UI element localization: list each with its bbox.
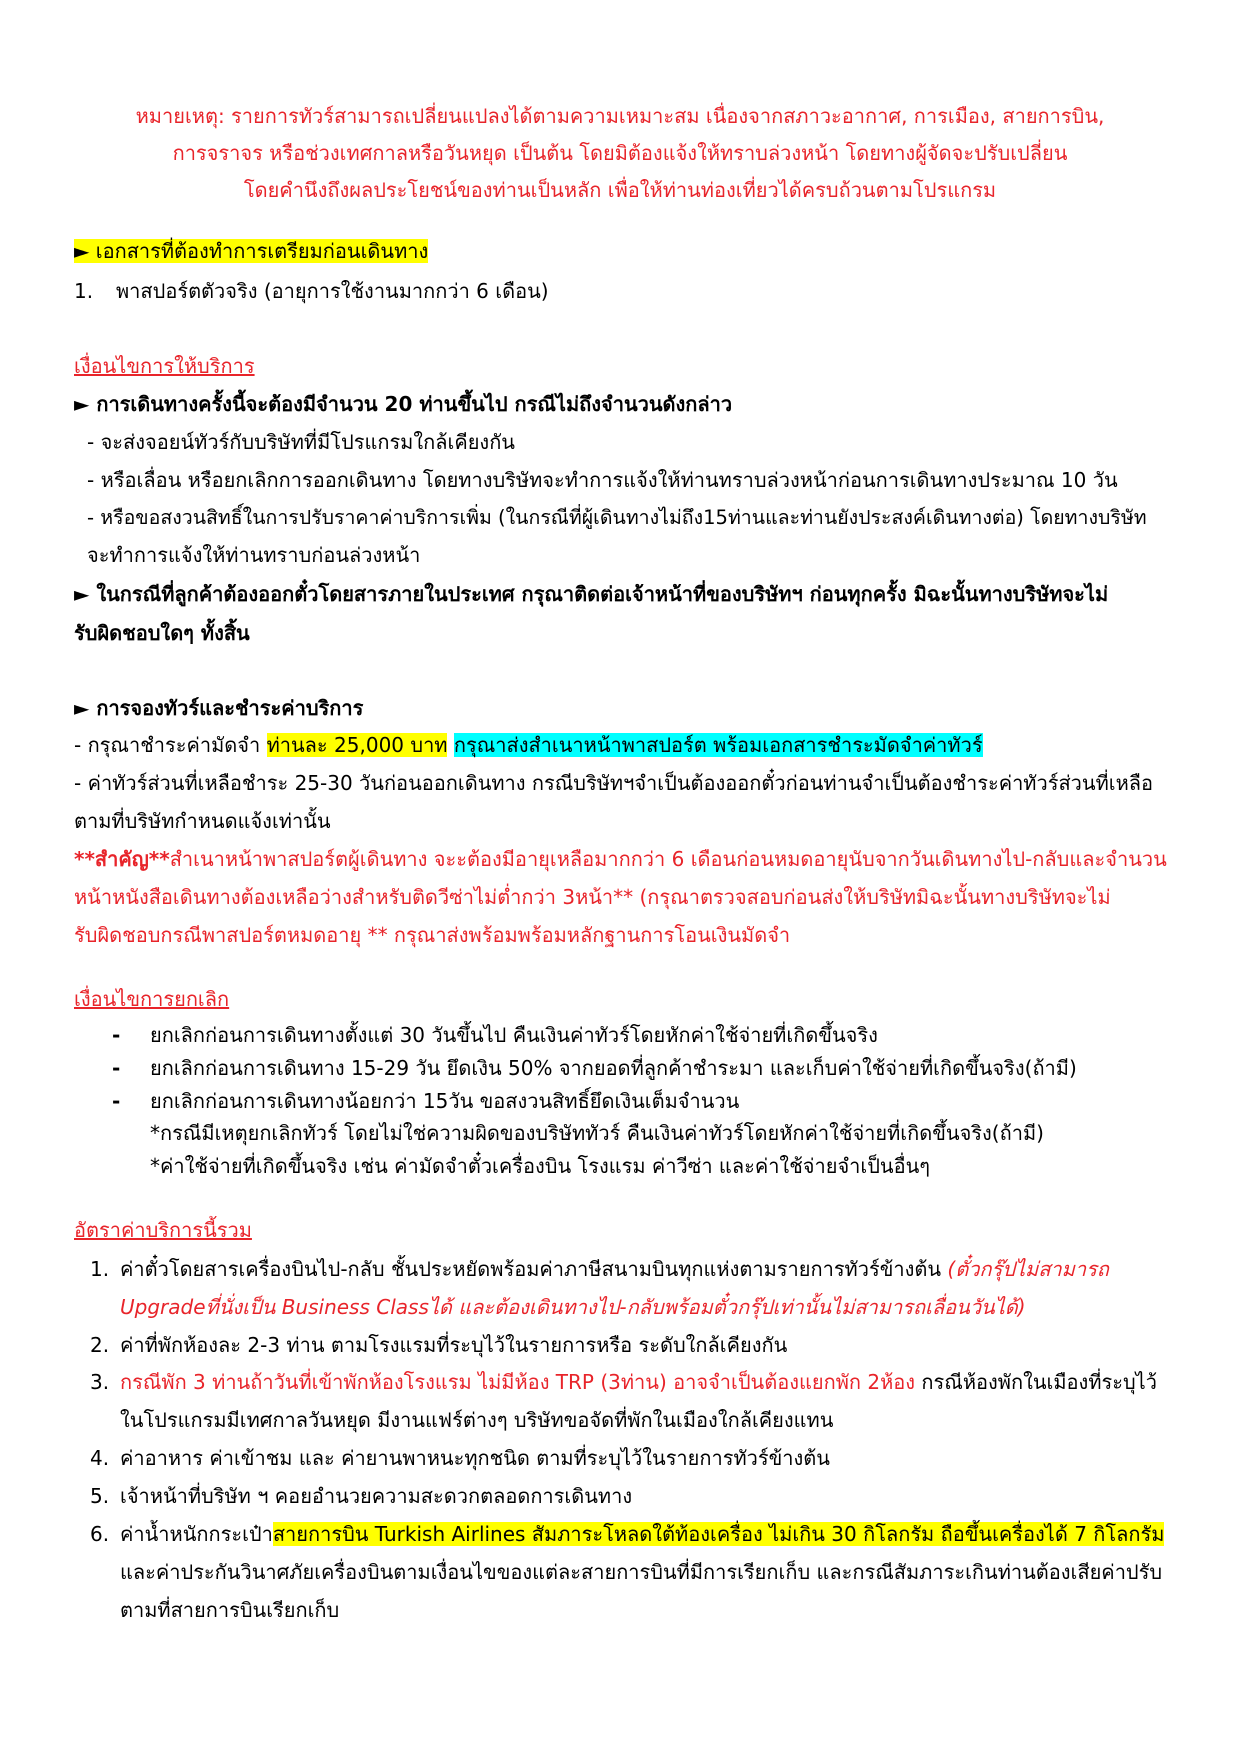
service-sub-1: - จะส่งจอยน์ทัวร์กับบริษัทที่มีโปรแกรมใกล้เคียงกัน	[87, 430, 515, 454]
booking-heading: ► การจองทัวร์และชำระค่าบริการ	[74, 696, 364, 720]
included-item-1b: Upgradeที่นั่งเป็น Business Classได้ และต้องเดินทางไป-กลับพร้อมตั๋วกรุ๊ปเท่านั้นไม่สามารถเลื่อนวันได้)	[120, 1295, 1026, 1319]
included-item-6a: ค่าน้ำหนักกระเป๋าสายการบิน Turkish Airlines สัมภาระโหลดใต้ท้องเครื่อง ไม่เกิน 30 กิโลกรัม ถือขึ้นเครื่องได้ 7 กิโลกรัม	[120, 1522, 1165, 1546]
service-point-1: ► การเดินทางครั้งนี้จะต้องมีจำนวน 20 ท่านขึ้นไป กรณีไม่ถึงจำนวนดังกล่าว	[74, 392, 733, 416]
airline-baggage-highlight: สายการบิน Turkish Airlines สัมภาระโหลดใต้ท้องเครื่อง ไม่เกิน 30 กิโลกรัม ถือขึ้นเครื่องได้ 7 กิโลกรัม	[272, 1522, 1165, 1546]
documents-heading: ► เอกสารที่ต้องทำการเตรียมก่อนเดินทาง	[74, 239, 429, 263]
service-sub-3b: จะทำการแจ้งให้ท่านทราบก่อนล่วงหน้า	[87, 543, 421, 567]
included-num-2: 2.	[90, 1333, 110, 1357]
cancel-note-2: *ค่าใช้จ่ายที่เกิดขึ้นจริง เช่น ค่ามัดจำตั๋วเครื่องบิน โรงแรม ค่าวีซ่า และค่าใช้จ่ายจำเป็นอื่นๆ	[150, 1154, 931, 1178]
included-item-3b: ในโปรแกรมมีเทศกาลวันหยุด มีงานแฟร์ต่างๆ บริษัทขอจัดที่พักในเมืองใกล้เคียงแทน	[120, 1408, 834, 1432]
booking-important-c: รับผิดชอบกรณีพาสปอร์ตหมดอายุ ** กรุณาส่งพร้อมพร้อมหลักฐานการโอนเงินมัดจำ	[74, 923, 791, 947]
included-item-2: ค่าที่พักห้องละ 2-3 ท่าน ตามโรงแรมที่ระบุไว้ในรายการหรือ ระดับใกล้เคียงกัน	[120, 1333, 788, 1357]
booking-line-2a: - ค่าทัวร์ส่วนที่เหลือชำระ 25-30 วันก่อนออกเดินทาง กรณีบริษัทฯจำเป็นต้องออกตั๋วก่อนท่านจำเป็นต้องชำระค่าทัวร์ส่วนที่เหลือ	[74, 771, 1154, 795]
included-item-1a: ค่าตั๋วโดยสารเครื่องบินไป-กลับ ชั้นประหยัดพร้อมค่าภาษีสนามบินทุกแห่งตามรายการทัวร์ข้างต้น (ตั๋วกรุ๊ปไม่สามารถ	[120, 1257, 1109, 1281]
included-item-3a: กรณีพัก 3 ท่านถ้าวันที่เข้าพักห้องโรงแรม ไม่มีห้อง TRP (3ท่าน) อาจจำเป็นต้องแยกพัก 2ห้อง กรณีห้องพักในเมืองที่ระบุไว้	[120, 1370, 1157, 1394]
cancel-bullet-2: -	[112, 1056, 121, 1080]
booking-line-2b: ตามที่บริษัทกำหนดแจ้งเท่านั้น	[74, 809, 331, 833]
included-num-6: 6.	[90, 1522, 110, 1546]
booking-important-b: หน้าหนังสือเดินทางต้องเหลือว่างสำหรับติดวีซ่าไม่ต่ำกว่า 3หน้า** (กรุณาตรวจสอบก่อนส่งให้บริษัทมิฉะนั้นทางบริษัทจะไม่	[74, 885, 1111, 909]
included-item-6c: ตามที่สายการบินเรียกเก็บ	[120, 1598, 340, 1622]
cancel-note-1: *กรณีมีเหตุยกเลิกทัวร์ โดยไม่ใช่ความผิดของบริษัททัวร์ คืนเงินค่าทัวร์โดยหักค่าใช้จ่ายที่เกิดขึ้นจริง(ถ้ามี)	[150, 1121, 1044, 1145]
service-sub-2: - หรือเลื่อน หรือยกเลิกการออกเดินทาง โดยทางบริษัทจะทำการแจ้งให้ท่านทราบล่วงหน้าก่อนการเดินทางประมาณ 10 วัน	[87, 468, 1118, 492]
passport-highlight: กรุณาส่งสำเนาหน้าพาสปอร์ต พร้อมเอกสารชำระมัดจำค่าทัวร์	[453, 733, 983, 757]
deposit-highlight: ท่านละ 25,000 บาท	[266, 733, 448, 757]
notice-line-3: โดยคำนึงถึงผลประโยชน์ของท่านเป็นหลัก เพื่อให้ท่านท่องเที่ยวได้ครบถ้วนตามโปรแกรม	[243, 178, 997, 202]
notice-line-1: หมายเหตุ: รายการทัวร์สามารถเปลี่ยนแปลงได้ตามความเหมาะสม เนื่องจากสภาวะอากาศ, การเมือง, สายการบิน,	[135, 104, 1105, 128]
included-heading: อัตราค่าบริการนี้รวม	[74, 1218, 252, 1242]
included-item-4: ค่าอาหาร ค่าเข้าชม และ ค่ายานพาหนะทุกชนิด ตามที่ระบุไว้ในรายการทัวร์ข้างต้น	[120, 1446, 830, 1470]
service-point-2a: ► ในกรณีที่ลูกค้าต้องออกตั๋วโดยสารภายในประเทศ กรุณาติดต่อเจ้าหน้าที่ของบริษัทฯ ก่อนทุกครั้ง มิฉะนั้นทางบริษัทจะไม่	[74, 582, 1109, 606]
service-sub-3a: - หรือขอสงวนสิทธิ์ในการปรับราคาค่าบริการเพิ่ม (ในกรณีที่ผู้เดินทางไม่ถึง15ท่านและท่านยังประสงค์เดินทางต่อ) โดยทางบริษัท	[87, 506, 1147, 529]
cancel-item-3: ยกเลิกก่อนการเดินทางน้อยกว่า 15วัน ขอสงวนสิทธิ์ยึดเงินเต็มจำนวน	[150, 1089, 740, 1113]
important-label: **สำคัญ**	[74, 847, 170, 871]
included-num-5: 5.	[90, 1484, 110, 1508]
cancel-item-2: ยกเลิกก่อนการเดินทาง 15-29 วัน ยึดเงิน 50% จากยอดที่ลูกค้าชำระมา และเก็บค่าใช้จ่ายที่เกิดขึ้นจริง(ถ้ามี)	[150, 1056, 1077, 1080]
cancel-item-1: ยกเลิกก่อนการเดินทางตั้งแต่ 30 วันขึ้นไป คืนเงินค่าทัวร์โดยหักค่าใช้จ่ายที่เกิดขึ้นจริง	[150, 1023, 878, 1047]
booking-important-a: **สำคัญ**สำเนาหน้าพาสปอร์ตผู้เดินทาง จะะต้องมีอายุเหลือมากกว่า 6 เดือนก่อนหมดอายุนับจากวันเดินทางไป-กลับและจำนวน	[74, 847, 1167, 871]
included-num-4: 4.	[90, 1446, 110, 1470]
included-num-3: 3.	[90, 1370, 110, 1394]
service-conditions-heading: เงื่อนไขการให้บริการ	[74, 354, 255, 378]
booking-line-1: - กรุณาชำระค่ามัดจำ ท่านละ 25,000 บาท กรุณาส่งสำเนาหน้าพาสปอร์ต พร้อมเอกสารชำระมัดจำค่าทัวร์	[74, 733, 983, 757]
documents-item-1: 1. พาสปอร์ตตัวจริง (อายุการใช้งานมากกว่า 6 เดือน)	[74, 279, 549, 303]
notice-line-2: การจราจร หรือช่วงเทศกาลหรือวันหยุด เป็นต้น โดยมิต้องแจ้งให้ทราบล่วงหน้า โดยทางผู้จัดจะปรับเปลี่ยน	[172, 141, 1068, 165]
notice-block	[80, 98, 1160, 209]
included-num-1: 1.	[90, 1257, 110, 1281]
included-item-6b: และค่าประกันวินาศภัยเครื่องบินตามเงื่อนไขของแต่ละสายการบินที่มีการเรียกเก็บ และกรณีสัมภาระเกินท่านต้องเสียค่าปรับ	[120, 1560, 1163, 1584]
included-item-5: เจ้าหน้าที่บริษัท ฯ คอยอำนวยความสะดวกตลอดการเดินทาง	[120, 1484, 633, 1508]
service-point-2b: รับผิดชอบใดๆ ทั้งสิ้น	[74, 621, 250, 645]
cancel-bullet-1: -	[112, 1023, 121, 1047]
cancel-bullet-3: -	[112, 1089, 121, 1113]
cancellation-heading: เงื่อนไขการยกเลิก	[74, 987, 230, 1011]
